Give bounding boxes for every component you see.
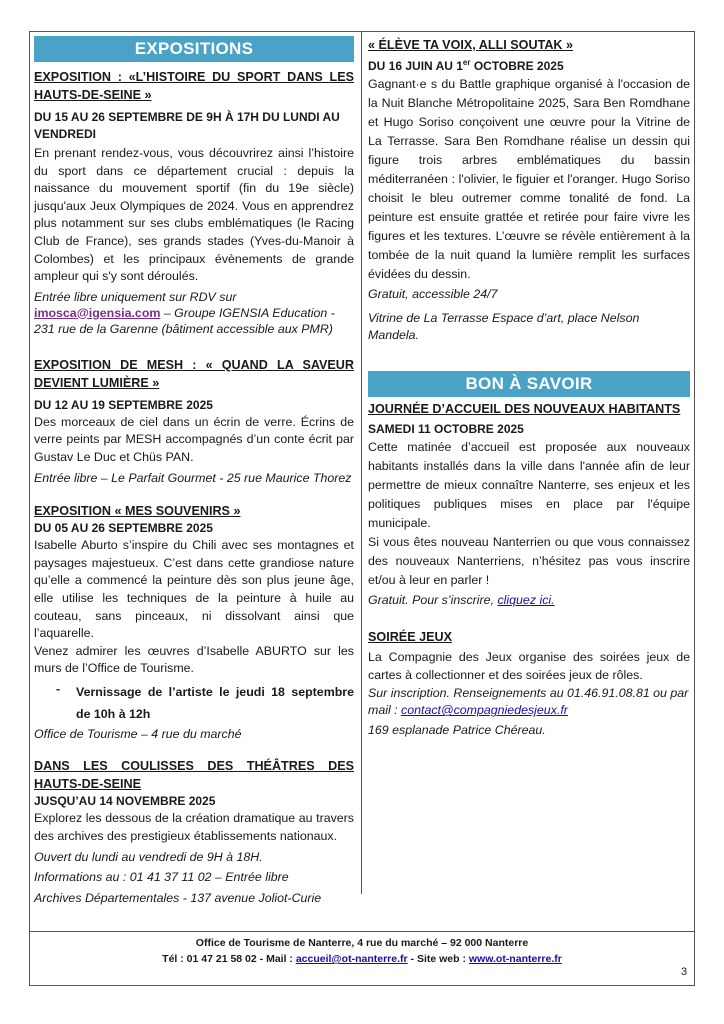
left-column — [34, 36, 354, 907]
page-number: 3 — [681, 966, 688, 978]
jeux-info-prefix: Sur inscription. Renseignements au 01.46.91.08.81 ou par mail : — [368, 685, 689, 718]
vernissage-bullet — [56, 681, 354, 725]
sport-info-prefix: Entrée libre uniquement sur RDV sur — [34, 289, 237, 304]
footer-divider — [29, 931, 695, 932]
bon-a-savoir-banner: BON À SAVOIR — [368, 371, 690, 397]
accueil-event — [368, 400, 690, 610]
mesh-date: DU 12 AU 19 SEPTEMBRE 2025 — [34, 397, 213, 412]
footer-email-link[interactable]: accueil@ot-nanterre.fr — [295, 953, 408, 965]
page-footer — [29, 935, 695, 967]
coulisses-date: JUSQU’AU 14 NOVEMBRE 2025 — [34, 794, 216, 809]
footer-web-label: - Site web : — [407, 953, 469, 965]
souvenirs-info: Office de Tourisme – 4 rue du marché — [34, 726, 242, 741]
accueil-info-prefix: Gratuit. Pour s’inscrire, — [368, 592, 498, 607]
coulisses-exhibition — [34, 757, 354, 907]
accueil-title: JOURNÉE D’ACCUEIL DES NOUVEAUX HABITANTS — [368, 401, 681, 416]
souvenirs-exhibition — [34, 502, 354, 743]
sport-exhibition — [34, 68, 354, 337]
souvenirs-title: EXPOSITION « MES SOUVENIRS » — [34, 504, 241, 519]
voix-date-prefix: DU 16 JUIN AU 1 — [368, 59, 463, 73]
jeux-email-link[interactable]: contact@compagniedesjeux.fr — [401, 703, 568, 718]
right-column — [368, 36, 690, 739]
accueil-info — [368, 592, 690, 610]
voix-title: « ÉLÈVE TA VOIX, ALLI SOUTAK » — [368, 38, 574, 52]
mesh-info: Entrée libre – Le Parfait Gourmet - 25 rue Maurice Thorez — [34, 470, 352, 485]
bullet-dash: - — [56, 681, 61, 696]
column-divider — [361, 31, 362, 894]
souvenirs-date: DU 05 AU 26 SEPTEMBRE 2025 — [34, 521, 213, 536]
voix-date-sup: er — [462, 58, 471, 67]
jeux-body: La Compagnie des Jeux organise des soirées jeux de cartes à collectionner et des soirées jeux de rôles. — [368, 650, 690, 682]
jeux-title: SOIRÉE JEUX — [368, 630, 452, 645]
accueil-body-2: Si vous êtes nouveau Nanterrien ou que vous connaissez des nouveaux Nanterriens, n’hésitez pas vous inscrire et/ou à leur en parler ! — [368, 534, 690, 587]
voix-place: Vitrine de La Terrasse Espace d’art, place Nelson Mandela. — [368, 310, 640, 343]
sport-date: DU 15 AU 26 SEPTEMBRE DE 9H À 17H DU LUNDI AU VENDREDI — [34, 110, 340, 141]
coulisses-hours: Ouvert du lundi au vendredi de 9H à 18H. — [34, 849, 263, 864]
voix-body: Gagnant·e s du Battle graphique organisé à l'occasion de la Nuit Blanche Métropolitaine 2025, Sara Ben Romdhane et Hugo Soriso conçoivent une œuvre pour la Vitrine de La Terrasse. Sara Ben Romdhane réalise un dessin qui figure trois arbres emblématiques du bassin méditerranéen : l'olivier, le figuier et l'oranger. Hugo Soriso choisit le bleu outremer comme tonalité de fond. La peinture est ensuite grattée et retirée pour faire vivre les figures et les textures. L’œuvre se révèle entièrement à la tombée de la nuit quand la lumière remplit les surfaces évidées du dessin. — [368, 77, 690, 281]
expositions-banner: EXPOSITIONS — [34, 36, 354, 62]
footer-phone: Tél : 01 47 21 58 02 - Mail : — [162, 953, 296, 965]
accueil-date: SAMEDI 11 OCTOBRE 2025 — [368, 421, 524, 436]
footer-contact — [29, 951, 695, 967]
coulisses-title: DANS LES COULISSES DES THÉÂTRES DES HAUTS-DE-SEINE — [34, 759, 354, 792]
register-link[interactable]: cliquez ici. — [497, 592, 555, 607]
vernissage-text: Vernissage de l’artiste le jeudi 18 septembre de 10h à 12h — [76, 684, 354, 721]
sport-body: En prenant rendez-vous, vous découvrirez ainsi l’histoire du sport dans ce département crucial : depuis la naissance du mouvement sportif (fin du 19e siècle) jusqu'aux Jeux Olympiques de 2024. Vous en apprendrez plus notamment sur ses clubs emblématiques (le Racing Club de France), ses grands stades (Yves-du-Manoir à Colombes) et les principaux évènements de grande ampleur qui s'y sont déroulés. — [34, 146, 354, 284]
sport-email-link[interactable]: imosca@igensia.com — [34, 305, 161, 320]
coulisses-body: Explorez les dessous de la création dramatique au travers des archives des prestigieux établissements nationaux. — [34, 811, 354, 844]
coulisses-phone: Informations au : 01 41 37 11 02 – Entrée libre — [34, 870, 289, 885]
voix-exhibition — [368, 36, 690, 345]
sport-info — [34, 289, 354, 337]
jeux-info — [368, 685, 690, 720]
coulisses-address: Archives Départementales - 137 avenue Joliot-Curie — [34, 890, 322, 905]
footer-website-link[interactable]: www.ot-nanterre.fr — [468, 953, 562, 965]
accueil-body: Cette matinée d’accueil est proposée aux nouveaux habitants installés dans la ville dans l'année afin de leur permettre de mieux connaître Nanterre, ses enjeux et les politiques publiques mises en place par l'équipe municipale. — [368, 439, 690, 530]
mesh-body: Des morceaux de ciel dans un écrin de verre. Écrins de verre peints par MESH accompagnés d’un conte écrit par Gustav Le Duc et Chüs PAN. — [34, 414, 354, 464]
jeux-address: 169 esplanade Patrice Chéreau. — [368, 722, 546, 737]
souvenirs-body-2: Venez admirer les œuvres d’Isabelle ABURTO sur les murs de l’Office de Tourisme. — [34, 643, 354, 676]
voix-date — [368, 54, 690, 75]
sport-info-suffix: – Groupe IGENSIA Education - 231 rue de la Garenne (bâtiment accessible aux PMR) — [34, 305, 335, 336]
footer-address: Office de Tourisme de Nanterre, 4 rue du marché – 92 000 Nanterre — [195, 937, 529, 949]
souvenirs-body: Isabelle Aburto s’inspire du Chili avec ses montagnes et paysages majestueux. C’est dans cette grandiose nature qu’elle a commencé la peinture dès son plus jeune âge, elle utilise les techniques de la peinture à huile au couteau, sans pinceaux, ni dissolvant ainsi que l’aquarelle. — [34, 538, 354, 641]
voix-date-suffix: OCTOBRE 2025 — [470, 59, 564, 73]
mesh-title: EXPOSITION DE MESH : « QUAND LA SAVEUR DEVIENT LUMIÈRE » — [34, 357, 354, 390]
mesh-exhibition — [34, 356, 354, 487]
voix-free: Gratuit, accessible 24/7 — [368, 287, 498, 301]
jeux-event — [368, 628, 690, 739]
sport-title: EXPOSITION : «L’HISTOIRE DU SPORT DANS LES HAUTS-DE-SEINE » — [34, 70, 354, 102]
